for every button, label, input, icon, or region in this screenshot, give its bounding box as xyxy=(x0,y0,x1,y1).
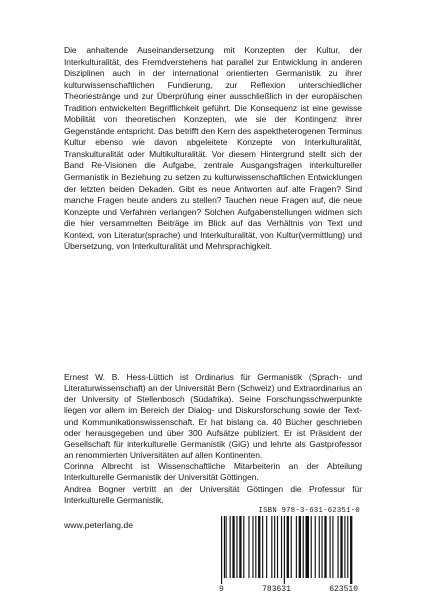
barcode-icon xyxy=(219,516,360,584)
publisher-website: www.peterlang.de xyxy=(64,520,134,530)
back-cover-blurb: Die anhaltende Auseinandersetzung mit Konzepten der Kultur, der Interkulturalität, des Fremdverstehens hat parallel zur Entwicklung in anderen Disziplinen auch in der international orientierten Germanistik zu ihrer kulturwissenschaftlichen Fundierung, zur Reflexion unterschiedlicher Theoriestränge und zur Überprüfung einer ausschließlich in der europäischen Tradition entwickelten Begrifflichkeit geführt. Die Konsequenz ist eine gewisse Mobilität von theoretischen Konzepten, wie sie der Kontingenz ihrer Gegenstände entspricht. Das betrifft den Kern des aspektheterogenen Terminus Kultur ebenso wie davon abgeleitete Konzepte von Interkulturalität, Transkulturalität oder Multikulturalität. Vor diesem Hintergrund stellt sich der Band Re-Visionen die Aufgabe, zentrale Ausgangsfragen interkultureller Germanistik in Beziehung zu setzen zu kulturwissenschaftlichen Entwicklungen der letzten beiden Dekaden. Gibt es neue Antworten auf alte Fragen? Sind manche Fragen heute anders zu stellen? Tauchen neue Fragen auf, die neue Konzepte und Verfahren verlangen? Solchen Aufgabenstellungen widmen sich die hier versammelten Beiträge im Blick auf das Verhältnis von Text und Kontext, von Literatur(sprache) und Interkulturalität, von Kultur(vermittlung) und Übersetzung, von Interkulturalität und Mehrsprachigkeit. xyxy=(64,45,362,252)
isbn-label: ISBN 978-3-631-62351-0 xyxy=(258,507,360,515)
author-bio-bogner: Andrea Bogner vertritt an der Universität Göttingen die Professur für Interkulturelle Germanistik. xyxy=(64,483,362,505)
barcode-digit-prefix: 9 xyxy=(219,585,224,594)
barcode-digit-group-left: 783631 xyxy=(262,585,291,594)
author-bios xyxy=(64,372,362,506)
author-bio-hess-luettich: Ernest W. B. Hess-Lüttich ist Ordinarius für Germanistik (Sprach- und Literaturwissenschaft) an der Universität Bern (Schweiz) und Extraordinarius an der University of Stellenbosch (Südafrika). Seine Forschungsschwerpunkte liegen vor allem im Bereich der Dialog- und Diskursforschung sowie der Text- und Kommunikationswissenschaft. Er hat bislang ca. 40 Bücher geschrieben oder herausgegeben und über 300 Aufsätze publiziert. Er ist Präsident der Gesellschaft für interkulturelle Germanistik (GiG) und lehrte als Gastprofessor an renommierten Universitäten auf allen Kontinenten. xyxy=(64,372,362,461)
barcode-digit-group-right: 623510 xyxy=(329,585,358,594)
author-bio-albrecht: Corinna Albrecht ist Wissenschaftliche Mitarbeiterin an der Abteilung Interkulturelle Germanistik der Universität Göttingen. xyxy=(64,461,362,483)
isbn-block xyxy=(219,507,360,594)
barcode-digits xyxy=(219,585,360,594)
